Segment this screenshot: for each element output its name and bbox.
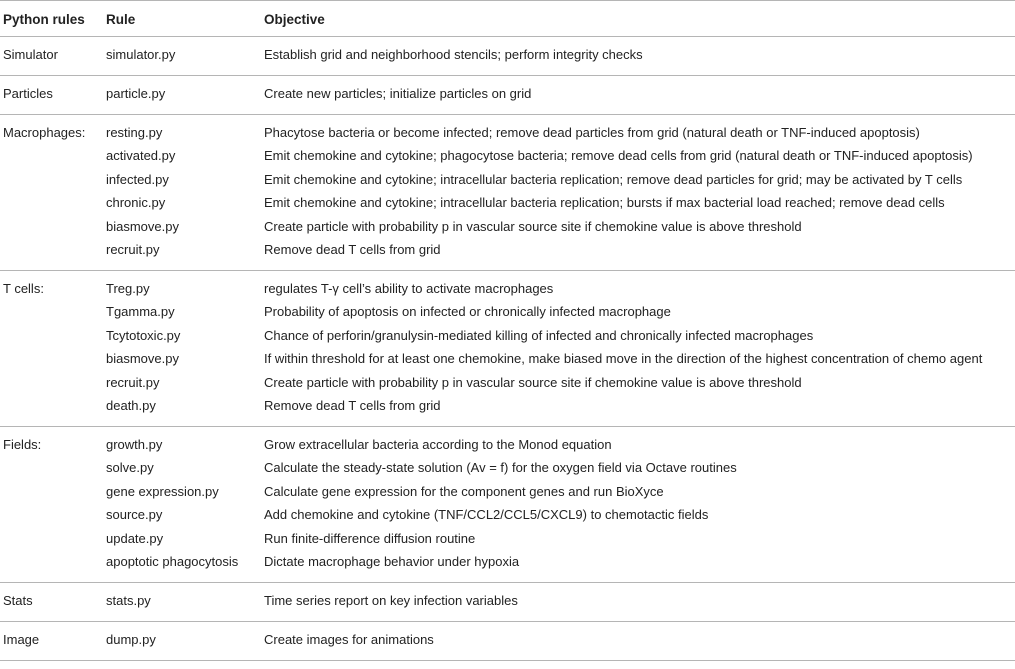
objective-cell: Chance of perforin/granulysin-mediated killing of infected and chronically infected macrophages <box>264 328 814 343</box>
rule-cell: Treg.py <box>106 281 150 296</box>
objective-cell: Emit chemokine and cytokine; phagocytose bacteria; remove dead cells from grid (natural death or TNF-induced apoptosis) <box>264 148 973 163</box>
category-cell: Particles <box>3 86 53 101</box>
header-divider <box>0 36 1015 37</box>
rule-cell: gene expression.py <box>106 484 219 499</box>
group-divider <box>0 75 1015 76</box>
table-row <box>0 504 1015 526</box>
group-divider <box>0 270 1015 271</box>
table-row <box>0 372 1015 394</box>
header-python-rules: Python rules <box>3 12 85 27</box>
category-cell: Stats <box>3 593 33 608</box>
objective-cell: Emit chemokine and cytokine; intracellular bacteria replication; bursts if max bacterial load reached; remove dead cells <box>264 195 945 210</box>
table-row <box>0 528 1015 550</box>
table-row <box>0 145 1015 167</box>
rule-cell: Tgamma.py <box>106 304 175 319</box>
category-cell: Image <box>3 632 40 647</box>
objective-cell: Time series report on key infection variables <box>264 593 518 608</box>
rule-cell: update.py <box>106 531 164 546</box>
header-objective: Objective <box>264 12 325 27</box>
rule-cell: solve.py <box>106 460 154 475</box>
objective-cell: Phacytose bacteria or become infected; remove dead particles from grid (natural death or TNF-induced apoptosis) <box>264 125 920 140</box>
table-row <box>0 44 1015 66</box>
objective-cell: Calculate gene expression for the component genes and run BioXyce <box>264 484 664 499</box>
rule-cell: dump.py <box>106 632 156 647</box>
group-divider <box>0 621 1015 622</box>
header-rule: Rule <box>106 12 136 27</box>
group-divider <box>0 114 1015 115</box>
table-row <box>0 192 1015 214</box>
category-cell: Fields: <box>3 437 42 452</box>
rule-cell: growth.py <box>106 437 163 452</box>
rule-cell: particle.py <box>106 86 166 101</box>
rule-cell: chronic.py <box>106 195 166 210</box>
table-row <box>0 629 1015 651</box>
objective-cell: regulates T-γ cell’s ability to activate macrophages <box>264 281 554 296</box>
table-row <box>0 83 1015 105</box>
objective-cell: Run finite-difference diffusion routine <box>264 531 476 546</box>
rule-cell: simulator.py <box>106 47 176 62</box>
table-header <box>0 0 1015 37</box>
objective-cell: Establish grid and neighborhood stencils; perform integrity checks <box>264 47 643 62</box>
rule-cell: infected.py <box>106 172 169 187</box>
table-row <box>0 481 1015 503</box>
objective-cell: If within threshold for at least one chemokine, make biased move in the direction of the highest concentration of chemo agent <box>264 351 983 366</box>
rule-cell: resting.py <box>106 125 163 140</box>
table-row <box>0 348 1015 370</box>
group-divider <box>0 426 1015 427</box>
objective-cell: Create images for animations <box>264 632 434 647</box>
rule-cell: source.py <box>106 507 163 522</box>
objective-cell: Create new particles; initialize particles on grid <box>264 86 532 101</box>
objective-cell: Remove dead T cells from grid <box>264 242 441 257</box>
rule-cell: recruit.py <box>106 242 160 257</box>
table-row <box>0 239 1015 261</box>
rule-cell: apoptotic phagocytosis <box>106 554 239 569</box>
table-row <box>0 395 1015 417</box>
table-row <box>0 301 1015 323</box>
table-row <box>0 169 1015 191</box>
category-cell: T cells: <box>3 281 44 296</box>
group-divider <box>0 582 1015 583</box>
rule-cell: Tcytotoxic.py <box>106 328 181 343</box>
rule-cell: stats.py <box>106 593 151 608</box>
table-row <box>0 434 1015 456</box>
category-cell: Simulator <box>3 47 58 62</box>
objective-cell: Dictate macrophage behavior under hypoxia <box>264 554 520 569</box>
objective-cell: Calculate the steady-state solution (Av = f) for the oxygen field via Octave routines <box>264 460 737 475</box>
rule-cell: biasmove.py <box>106 219 179 234</box>
objective-cell: Create particle with probability p in vascular source site if chemokine value is above threshold <box>264 219 802 234</box>
table-row <box>0 457 1015 479</box>
table-row <box>0 325 1015 347</box>
objective-cell: Create particle with probability p in vascular source site if chemokine value is above threshold <box>264 375 802 390</box>
category-cell: Macrophages: <box>3 125 86 140</box>
objective-cell: Add chemokine and cytokine (TNF/CCL2/CCL5/CXCL9) to chemotactic fields <box>264 507 709 522</box>
rule-cell: activated.py <box>106 148 176 163</box>
rule-cell: death.py <box>106 398 156 413</box>
objective-cell: Remove dead T cells from grid <box>264 398 441 413</box>
group-divider <box>0 660 1015 661</box>
table-row <box>0 551 1015 573</box>
table-row <box>0 590 1015 612</box>
objective-cell: Emit chemokine and cytokine; intracellular bacteria replication; remove dead particles for grid; may be activated by T cells <box>264 172 963 187</box>
objective-cell: Probability of apoptosis on infected or chronically infected macrophage <box>264 304 671 319</box>
objective-cell: Grow extracellular bacteria according to the Monod equation <box>264 437 612 452</box>
table-row <box>0 122 1015 144</box>
rule-cell: recruit.py <box>106 375 160 390</box>
table-row <box>0 278 1015 300</box>
rule-cell: biasmove.py <box>106 351 179 366</box>
table-row <box>0 216 1015 238</box>
